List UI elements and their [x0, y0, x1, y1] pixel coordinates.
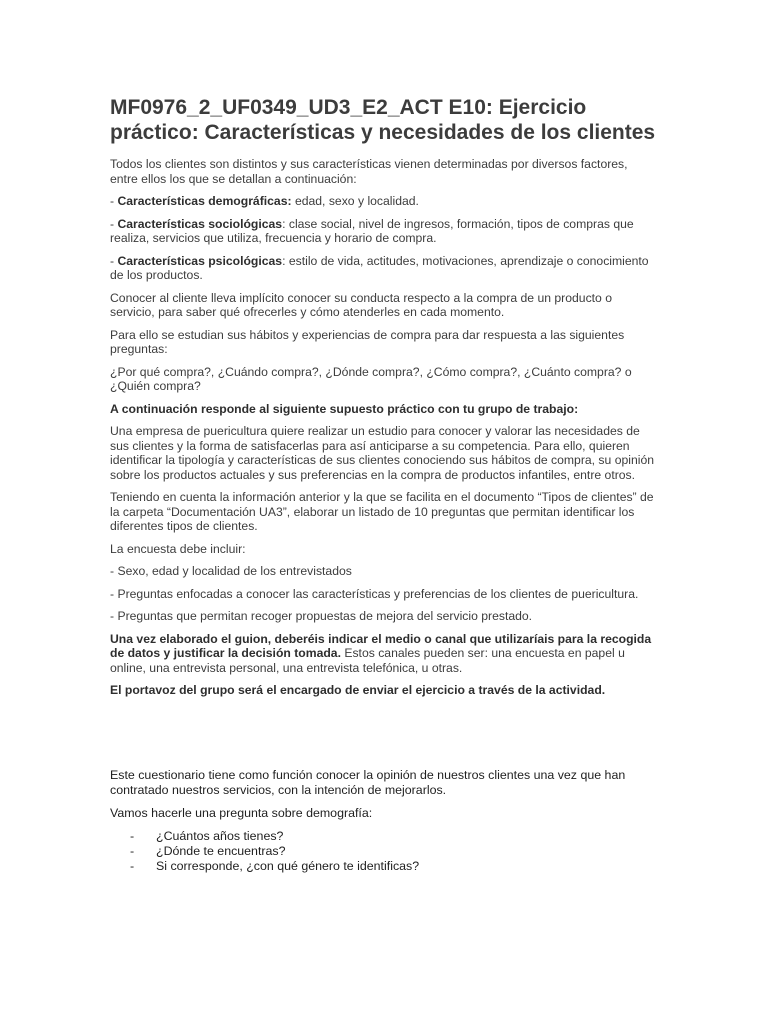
demographic-question-list — [110, 829, 658, 874]
spacer — [110, 706, 658, 768]
characteristic-sociological: - Características sociológicas: clase social, nivel de ingresos, formación, tipos de compras que realiza, servicios que utiliza, frecuencia y horario de compra. — [110, 216, 634, 245]
encuesta-item: - Preguntas que permitan recoger propuestas de mejora del servicio prestado. — [110, 609, 533, 623]
portavoz-paragraph: El portavoz del grupo será el encargado de enviar el ejercicio a través de la actividad. — [110, 683, 606, 697]
answer-demographics-paragraph: Vamos hacerle una pregunta sobre demografía: — [110, 805, 373, 820]
guion-paragraph: Una vez elaborado el guion, deberéis indicar el medio o canal que utilizaríais para la recogida de datos y justificar la decisión tomada. Estos canales pueden ser: una encuesta en papel u online, una entrevista personal, una entrevista telefónica, u otras. — [110, 631, 652, 675]
document-content — [110, 95, 658, 874]
para-ello-paragraph: Para ello se estudian sus hábitos y experiencias de compra para dar respuesta a las siguientes preguntas: — [110, 327, 625, 356]
encuesta-intro: La encuesta debe incluir: — [110, 541, 246, 556]
teniendo-paragraph: Teniendo en cuenta la información anterior y la que se facilita en el documento “Tipos de clientes” de la carpeta “Documentación UA3”, elaborar un listado de 10 preguntas que permitan identificar los diferentes tipos de clientes. — [110, 490, 654, 533]
conocer-paragraph: Conocer al cliente lleva implícito conocer su conducta respecto a la compra de un producto o servicio, para saber qué ofrecerles y cómo atenderles en cada momento. — [110, 290, 612, 319]
intro-paragraph: Todos los clientes son distintos y sus características vienen determinadas por diversos factores, entre ellos los que se detallan a continuación: — [110, 157, 628, 186]
list-item: - ¿Cuántos años tienes? — [130, 828, 284, 843]
questions-line: ¿Por qué compra?, ¿Cuándo compra?, ¿Dónde compra?, ¿Cómo compra?, ¿Cuánto compra? o ¿Quién compra? — [110, 364, 646, 393]
list-item: - Si corresponde, ¿con qué género te identificas? — [130, 858, 420, 873]
characteristic-psychological: - Características psicológicas: estilo de vida, actitudes, motivaciones, aprendizaje o conocimiento de los productos. — [110, 253, 649, 282]
answer-intro-paragraph: Este cuestionario tiene como función conocer la opinión de nuestros clientes una vez que han contratado nuestros servicios, con la intención de mejorarlos. — [110, 767, 626, 797]
encuesta-item: - Sexo, edad y localidad de los entrevistados — [110, 564, 352, 578]
list-item: - ¿Dónde te encuentras? — [130, 843, 286, 858]
encuesta-item: - Preguntas enfocadas a conocer las características y preferencias de los clientes de puericultura. — [110, 586, 639, 601]
instruction-heading: A continuación responde al siguiente supuesto práctico con tu grupo de trabajo: — [110, 401, 579, 416]
page-title: MF0976_2_UF0349_UD3_E2_ACT E10: Ejercicio práctico: Características y necesidades de los clientes — [110, 96, 656, 144]
case-paragraph: Una empresa de puericultura quiere realizar un estudio para conocer y valorar las necesidades de sus clientes y la forma de satisfacerlas para así anticiparse a su competencia. Para ello, quieren identificar la tipología y características de sus clientes conociendo sus hábitos de compra, su opinión sobre los productos actuales y sus preferencias en la compra de productos infantiles, entre otros. — [110, 424, 654, 482]
characteristic-demographic: - Características demográficas: edad, sexo y localidad. — [110, 194, 419, 208]
